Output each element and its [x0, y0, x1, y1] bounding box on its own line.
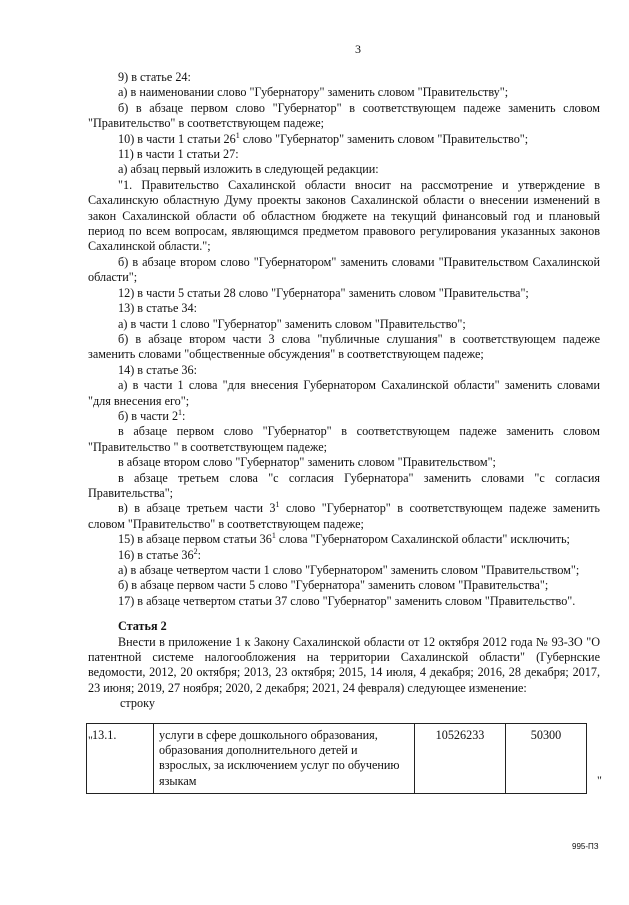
paragraph-text: 14) в статье 36:: [118, 362, 197, 377]
paragraph-text-continued: слова "Губернатором Сахалинской области" исключить;: [275, 532, 570, 547]
paragraph-text: б) в части 2: [118, 408, 179, 423]
paragraph-text: а) в части 1 слова "для внесения Губернатором Сахалинской области" заменить словами "для внесения его";: [88, 378, 600, 408]
paragraph-text: б) в абзаце первом слово "Губернатор" в соответствующем падеже заменить словом "Правительство" в соответствующем падеже;: [88, 100, 600, 131]
amendment-table: [86, 723, 587, 794]
paragraph-text: 9) в статье 24:: [118, 70, 191, 84]
closing-quote: ": [597, 773, 602, 787]
superscript: 1: [178, 407, 183, 417]
paragraph-text-continued: слово "Губернатор" заменить словом "Правительство";: [239, 131, 529, 146]
paragraph-text: б) в абзаце втором слово "Губернатором" заменить словами "Правительством Сахалинской области";: [88, 254, 600, 285]
amendment-paragraph: [88, 301, 600, 316]
amendment-paragraph: [88, 317, 600, 332]
paragraph-text-continued: :: [197, 547, 201, 562]
superscript: 2: [193, 546, 198, 556]
amendment-paragraph: [88, 409, 600, 424]
row-description-cell: услуги в сфере дошкольного образования, образования дополнительного детей и взрослых, за исключением услуг по обучению языкам: [154, 724, 415, 794]
amendment-paragraph: [88, 132, 600, 147]
superscript: 1: [271, 531, 276, 541]
footer-code: 995-ПЗ: [572, 842, 599, 851]
amendment-paragraph: [88, 255, 600, 286]
paragraph-text: 13) в статье 34:: [118, 301, 197, 316]
row-amount-cell: 50300: [506, 724, 587, 794]
paragraph-text: "1. Правительство Сахалинской области вносит на рассмотрение и утверждение в Сахалинскую областную Думу проекты законов Сахалинской области о внесении изменений в закон Сахалинской области об областном бюджете на текущий финансовый год и плановый период по всем вопросам, являющимся предметом правового регулирования указанных законов Сахалинской области.";: [88, 177, 600, 254]
amendment-paragraph: [88, 378, 600, 409]
paragraph-text: в абзаце первом слово "Губернатор" в соответствующем падеже заменить словом "Правительство " в соответствующем падеже;: [88, 424, 600, 454]
paragraph-text: 15) в абзаце первом статьи 36: [118, 532, 272, 547]
article-heading: Статья 2: [118, 619, 167, 634]
amendment-paragraph: [88, 455, 600, 470]
paragraph-text: 17) в абзаце четвертом статьи 37 слово "Губернатор" заменить словом "Правительство".: [118, 593, 576, 608]
amendment-paragraph: [88, 594, 600, 609]
amendment-paragraph: [88, 70, 600, 85]
page-number: 3: [355, 42, 361, 56]
superscript: 1: [275, 500, 280, 510]
row-label: строку: [120, 696, 155, 711]
paragraph-text: 11) в части 1 статьи 27:: [118, 147, 239, 162]
paragraph-text: а) в абзаце четвертом части 1 слово "Губернатором" заменить словом "Правительством";: [118, 563, 580, 577]
paragraph-text: 12) в части 5 статьи 28 слово "Губернатора" заменить словом "Правительства";: [118, 285, 529, 300]
amendment-paragraph: [88, 286, 600, 301]
amendment-paragraph: [88, 532, 600, 547]
amendment-paragraph: [88, 162, 600, 177]
amendment-paragraph: [88, 578, 600, 593]
row-number-cell: 13.1.: [87, 724, 154, 794]
amendment-paragraph: [88, 85, 600, 100]
paragraph-text: а) в наименовании слово "Губернатору" заменить словом "Правительству";: [118, 85, 509, 100]
document-body: [88, 70, 600, 712]
amendment-paragraph: [88, 363, 600, 378]
table-row: [87, 724, 587, 794]
opening-quote: ": [88, 733, 93, 747]
amendment-paragraph: [88, 471, 600, 502]
amendment-paragraph: [88, 147, 600, 162]
amendment-paragraph: [88, 548, 600, 563]
paragraph-text: а) в части 1 слово "Губернатор" заменить словом "Правительство";: [118, 316, 466, 331]
amendment-paragraph: [88, 563, 600, 578]
paragraph-text: б) в абзаце втором части 3 слова "публичные слушания" в соответствующем падеже заменить словами "общественные обсуждения" в соответствующем падеже;: [88, 331, 600, 362]
paragraph-text: 16) в статье 36: [118, 547, 194, 562]
paragraph-text-continued: слово "Губернатор" в соответствующем падеже заменить словом "Правительство" в соответствующем падеже;: [88, 501, 600, 531]
amendment-list: [88, 70, 600, 609]
amendment-paragraph: [88, 424, 600, 455]
superscript: 1: [235, 130, 240, 140]
paragraph-text: в абзаце третьем слова "с согласия Губернатора" заменить словами "с согласия Правительства";: [88, 470, 600, 500]
paragraph-text: а) абзац первый изложить в следующей редакции:: [118, 162, 379, 177]
paragraph-text-continued: :: [182, 408, 186, 423]
amendment-paragraph: [88, 501, 600, 532]
paragraph-text: в) в абзаце третьем части 3: [118, 501, 276, 516]
article-text: Внести в приложение 1 к Закону Сахалинской области от 12 октября 2012 года № 93-ЗО "О патентной системе налогообложения на территории Сахалинской области" (Губернские ведомости, 2012, 20 октября; 2013, 23 октября; 2015, 14 июля, 4 декабря; 2016, 28 декабря; 2017, 23 июня; 2019, 27 ноября; 2020, 2 декабря; 2021, 24 февраля) следующее изменение:: [88, 634, 600, 695]
amendment-paragraph: [88, 101, 600, 132]
paragraph-text: в абзаце втором слово "Губернатор" заменить словом "Правительством";: [118, 455, 496, 470]
paragraph-text: б) в абзаце первом части 5 слово "Губернатора" заменить словом "Правительства";: [118, 578, 549, 593]
paragraph-text: 10) в части 1 статьи 26: [118, 131, 236, 146]
row-code-cell: 10526233: [415, 724, 506, 794]
amendment-paragraph: [88, 332, 600, 363]
amendment-paragraph: [88, 178, 600, 255]
